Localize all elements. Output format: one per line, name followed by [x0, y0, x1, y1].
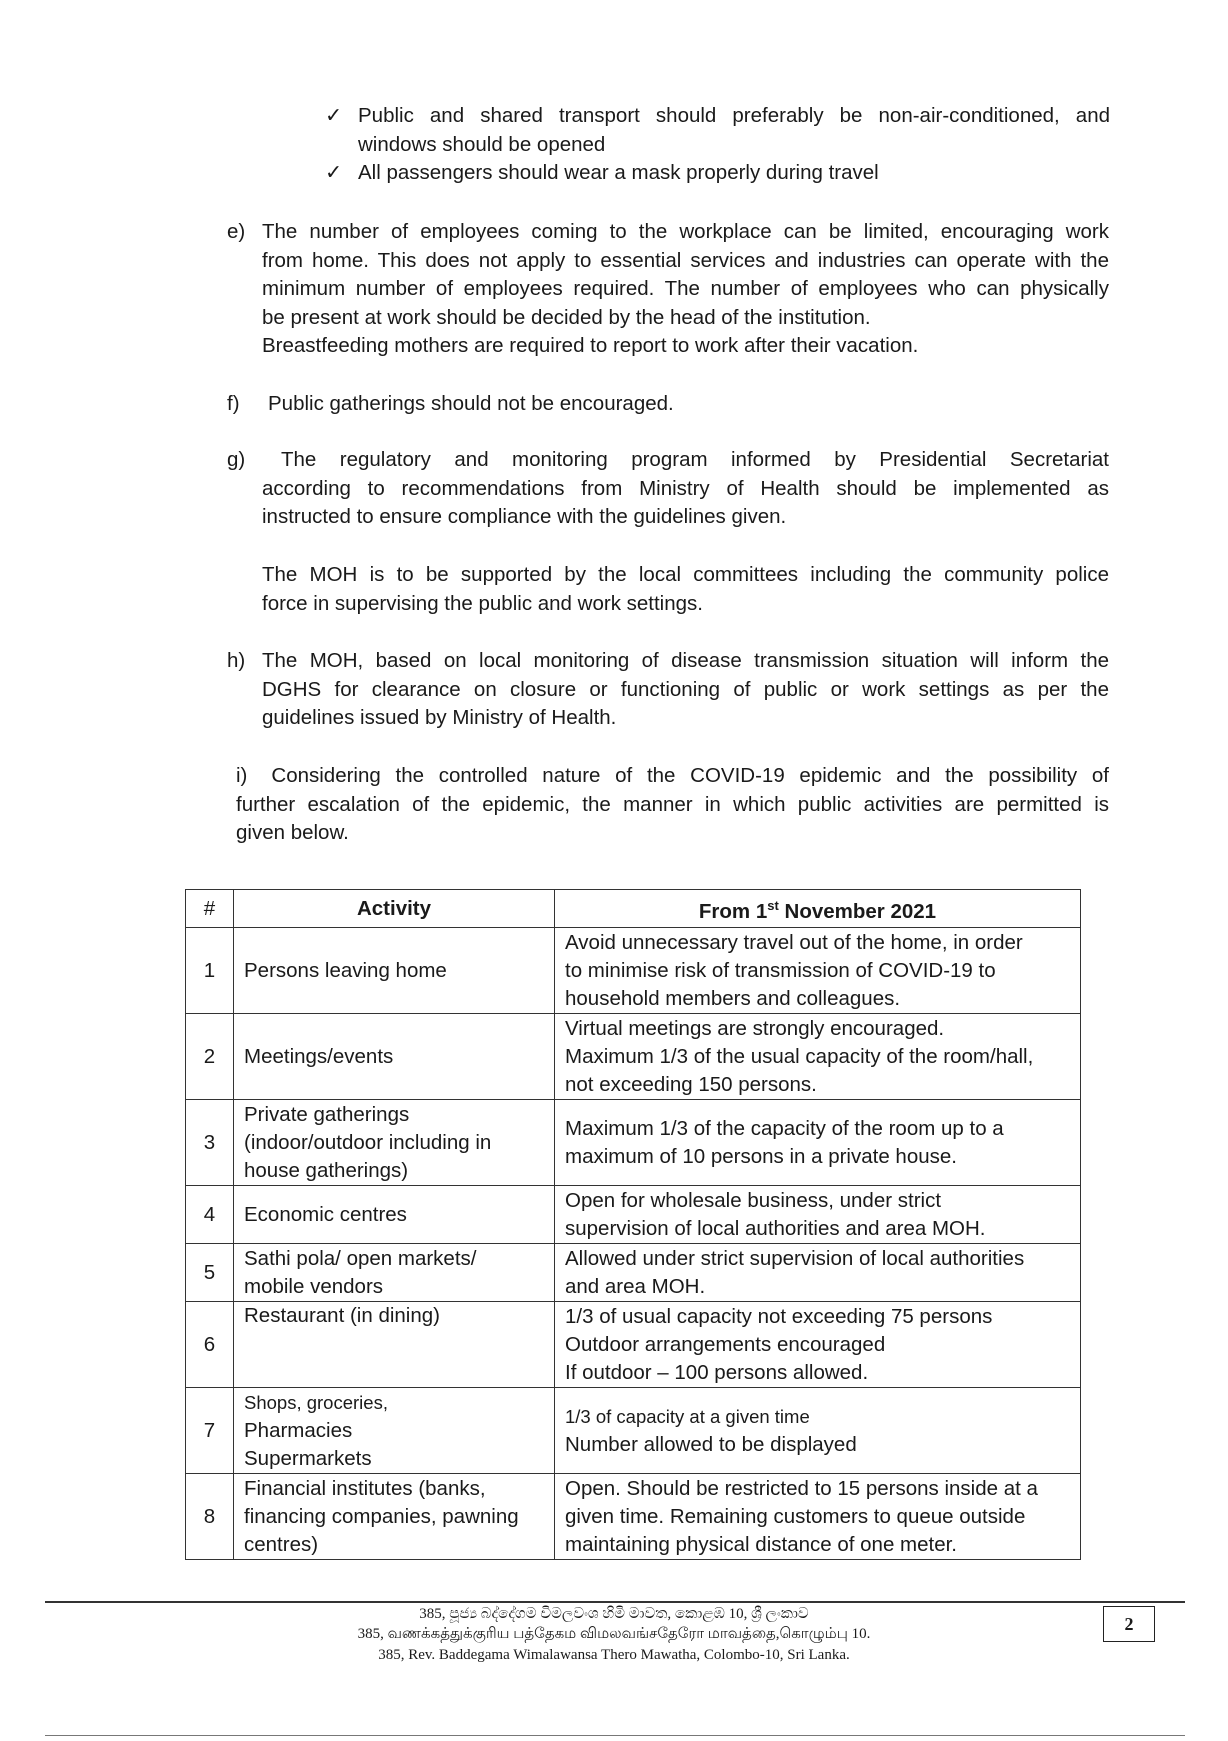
- item-marker-i: i): [236, 764, 248, 787]
- item-line: [236, 762, 1109, 791]
- bottom-divider: [45, 1735, 1185, 1736]
- footer-address-sinhala: 385, පූජ්‍ය බද්දේගම විමලවංශ හිමි මාවත, කොළඹ 10, ශ්‍රී ලංකාව: [419, 1606, 809, 1622]
- header-activity: Activity: [234, 890, 555, 928]
- row-num: 2: [186, 1014, 234, 1100]
- cell-line: Number allowed to be displayed: [565, 1432, 857, 1456]
- item-i-text: [236, 762, 1109, 848]
- item-line: DGHS for clearance on closure or functioning of public or work settings as per the: [262, 677, 1109, 701]
- header-from-text: From 1: [698, 899, 768, 923]
- item-line: guidelines issued by Ministry of Health.: [262, 706, 617, 730]
- cell-line: Restaurant (in dining): [244, 1304, 440, 1327]
- row-num: 1: [186, 928, 234, 1014]
- bullet-mask: [325, 159, 1110, 188]
- row-num: 4: [186, 1186, 234, 1244]
- item-line: The regulatory and monitoring program informed by Presidential Secretariat: [281, 448, 1109, 471]
- row-num: 3: [186, 1100, 234, 1186]
- cell-line: Supermarkets: [244, 1446, 372, 1470]
- cell-line: maximum of 10 persons in a private house.: [565, 1144, 957, 1168]
- table-row: [186, 1302, 1081, 1388]
- row-activity: [234, 1302, 555, 1388]
- page-number: 2: [1103, 1606, 1155, 1642]
- item-f-text: [268, 390, 1108, 419]
- item-line: further escalation of the epidemic, the manner in which public activities are permitted is: [236, 792, 1109, 816]
- cell-line: not exceeding 150 persons.: [565, 1072, 817, 1096]
- cell-line: Open. Should be restricted to 15 persons inside at a: [565, 1476, 1038, 1500]
- bullet-line: All passengers should wear a mask properly during travel: [358, 161, 879, 184]
- row-activity: [234, 928, 555, 1014]
- cell-line: given time. Remaining customers to queue outside: [565, 1504, 1026, 1528]
- row-activity: [234, 1244, 555, 1302]
- table-row: [186, 1014, 1081, 1100]
- row-from: [555, 1100, 1081, 1186]
- item-g-extra: [262, 561, 1109, 618]
- table-row: [186, 1474, 1081, 1560]
- item-line: instructed to ensure compliance with the guidelines given.: [262, 505, 787, 529]
- cell-line: centres): [244, 1532, 319, 1556]
- row-num: 8: [186, 1474, 234, 1560]
- item-marker-e: e): [227, 220, 246, 243]
- checkmark-icon: ✓: [325, 104, 343, 127]
- cell-line: and area MOH.: [565, 1274, 706, 1298]
- cell-line: Sathi pola/ open markets/: [244, 1246, 477, 1270]
- item-g-text: [262, 446, 1109, 532]
- cell-line: Allowed under strict supervision of local authorities: [565, 1246, 1025, 1270]
- checkmark-icon: ✓: [325, 161, 343, 184]
- item-line: Breastfeeding mothers are required to report to work after their vacation.: [262, 334, 919, 358]
- table-row: [186, 928, 1081, 1014]
- cell-line: mobile vendors: [244, 1274, 384, 1298]
- row-activity: [234, 1186, 555, 1244]
- item-line-text: Considering the controlled nature of the COVID-19 epidemic and the possibility of: [271, 764, 1109, 787]
- cell-line: house gatherings): [244, 1158, 409, 1182]
- header-from-text-post: November 2021: [778, 899, 937, 923]
- cell-line: Virtual meetings are strongly encouraged.: [565, 1016, 945, 1040]
- item-line: be present at work should be decided by the head of the institution.: [262, 305, 871, 329]
- item-e-text: [262, 218, 1109, 361]
- item-marker-g: g): [227, 448, 246, 471]
- item-line: force in supervising the public and work settings.: [262, 591, 703, 615]
- cell-line: household members and colleagues.: [565, 986, 901, 1010]
- bullet-line: windows should be opened: [358, 132, 606, 156]
- item-line: The number of employees coming to the workplace can be limited, encouraging work: [262, 220, 1109, 243]
- cell-line: (indoor/outdoor including in: [244, 1130, 492, 1154]
- cell-line: Outdoor arrangements encouraged: [565, 1332, 886, 1356]
- row-from: [555, 1186, 1081, 1244]
- table-row: [186, 1244, 1081, 1302]
- footer-address-english: 385, Rev. Baddegama Wimalawansa Thero Mawatha, Colombo-10, Sri Lanka.: [378, 1647, 850, 1663]
- row-from: [555, 1244, 1081, 1302]
- cell-line: If outdoor – 100 persons allowed.: [565, 1360, 869, 1384]
- item-line: given below.: [236, 821, 349, 845]
- row-num: 7: [186, 1388, 234, 1474]
- table-row: [186, 1100, 1081, 1186]
- row-num: 5: [186, 1244, 234, 1302]
- header-from-sup: st: [767, 897, 779, 913]
- cell-line: Persons leaving home: [244, 958, 447, 982]
- row-from: [555, 1014, 1081, 1100]
- item-marker-f: f): [227, 392, 240, 415]
- table-row: [186, 1186, 1081, 1244]
- item-marker-h: h): [227, 649, 246, 672]
- cell-line: Open for wholesale business, under strict: [565, 1188, 942, 1212]
- row-from: [555, 1388, 1081, 1474]
- cell-line: 1/3 of usual capacity not exceeding 75 persons: [565, 1304, 993, 1328]
- header-num: #: [186, 890, 234, 928]
- item-line: minimum number of employees required. The number of employees who can physically: [262, 277, 1109, 301]
- cell-line: Avoid unnecessary travel out of the home, in order: [565, 930, 1023, 954]
- cell-line: Economic centres: [244, 1202, 407, 1226]
- cell-line: Pharmacies: [244, 1418, 353, 1442]
- bullet-transport: [325, 102, 1110, 159]
- cell-line: Financial institutes (banks,: [244, 1476, 486, 1500]
- item-h-text: [262, 647, 1109, 733]
- bullet-line: Public and shared transport should preferably be non-air-conditioned, and: [358, 104, 1110, 127]
- table-row: [186, 1388, 1081, 1474]
- row-activity: [234, 1474, 555, 1560]
- cell-line: Private gatherings: [244, 1102, 410, 1126]
- activities-table: [185, 889, 1081, 1560]
- item-line: according to recommendations from Ministry of Health should be implemented as: [262, 476, 1109, 500]
- cell-line: financing companies, pawning: [244, 1504, 519, 1528]
- cell-line: Maximum 1/3 of the usual capacity of the room/hall,: [565, 1044, 1034, 1068]
- item-line: The MOH, based on local monitoring of disease transmission situation will inform the: [262, 649, 1109, 672]
- item-line: from home. This does not apply to essential services and industries can operate with the: [262, 248, 1109, 272]
- row-num: 6: [186, 1302, 234, 1388]
- row-from: [555, 928, 1081, 1014]
- item-line: The MOH is to be supported by the local committees including the community police: [262, 563, 1109, 586]
- cell-line: Meetings/events: [244, 1044, 394, 1068]
- cell-line: Maximum 1/3 of the capacity of the room up to a: [565, 1116, 1004, 1140]
- cell-line: to minimise risk of transmission of COVID-19 to: [565, 958, 996, 982]
- cell-line: Shops, groceries,: [244, 1391, 388, 1413]
- item-line: Public gatherings should not be encouraged.: [268, 392, 674, 415]
- cell-line: 1/3 of capacity at a given time: [565, 1405, 810, 1427]
- row-activity: [234, 1100, 555, 1186]
- footer-divider: [45, 1601, 1185, 1603]
- table-header-row: [186, 890, 1081, 928]
- footer-address-tamil: 385, வணக்கத்துக்குரிய பத்தேகம விமலவங்சதேரோ மாவத்தை,கொழும்பு 10.: [357, 1626, 871, 1642]
- row-activity: [234, 1014, 555, 1100]
- row-activity: [234, 1388, 555, 1474]
- header-from: [555, 890, 1081, 928]
- cell-line: supervision of local authorities and area MOH.: [565, 1216, 986, 1240]
- row-from: [555, 1474, 1081, 1560]
- row-from: [555, 1302, 1081, 1388]
- cell-line: maintaining physical distance of one meter.: [565, 1532, 958, 1556]
